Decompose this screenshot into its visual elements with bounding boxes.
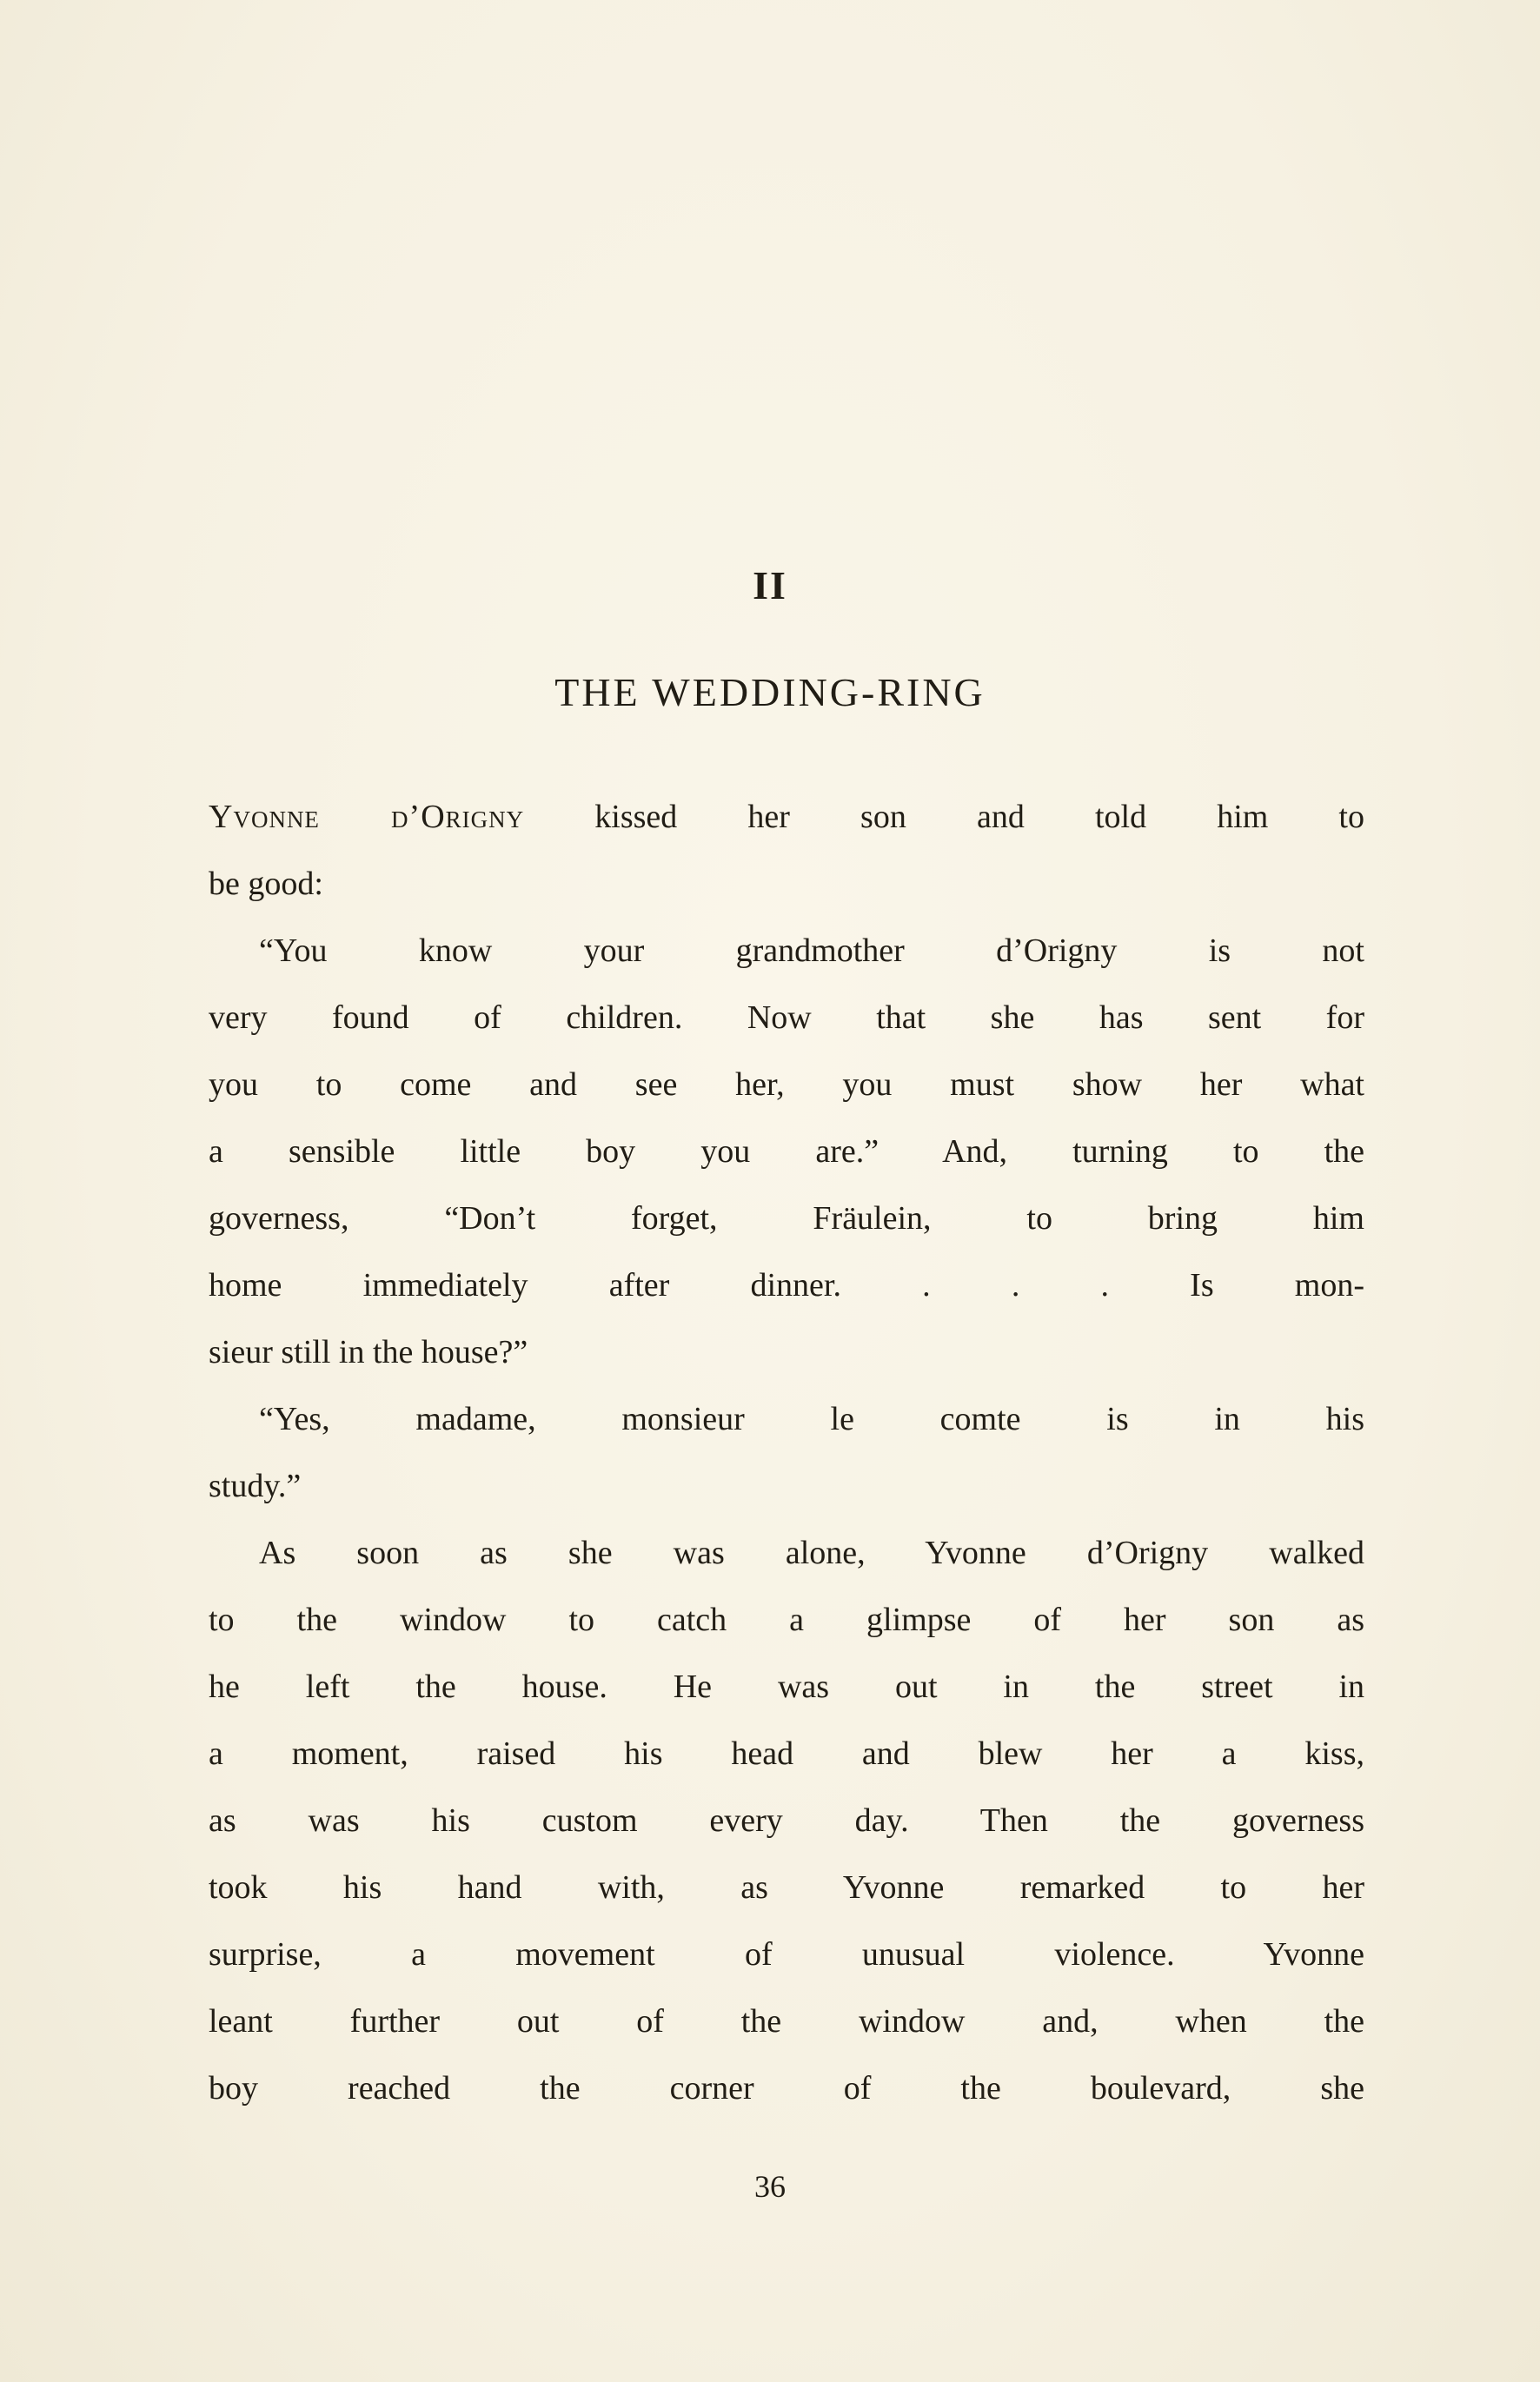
text-line: home immediately after dinner. . . . Is mon- xyxy=(209,1267,1364,1304)
text-line: “Yes, madame, monsieur le comte is in his xyxy=(259,1401,1364,1437)
paragraph xyxy=(209,918,1364,1386)
text-line xyxy=(209,784,1364,851)
text-line: very found of children. Now that she has sent for xyxy=(209,999,1364,1036)
smallcaps-name: Yvonne d’Origny xyxy=(209,799,525,835)
text-line: as was his custom every day. Then the governess xyxy=(209,1802,1364,1839)
text-line: governess, “Don’t forget, Fräulein, to bring him xyxy=(209,1200,1364,1237)
text-segment: kissed her son and told him to xyxy=(524,799,1364,835)
chapter-number: II xyxy=(753,563,787,607)
chapter-title: THE WEDDING-RING xyxy=(554,670,986,714)
text-line: “You know your grandmother d’Origny is not xyxy=(259,932,1364,969)
text-line: boy reached the corner of the boulevard, she xyxy=(209,2070,1364,2107)
paragraph xyxy=(209,784,1364,918)
text-line: you to come and see her, you must show her what xyxy=(209,1066,1364,1103)
page-number: 36 xyxy=(754,2169,786,2204)
text-line: a sensible little boy you are.” And, turning to the xyxy=(209,1133,1364,1170)
text-line: leant further out of the window and, when the xyxy=(209,2003,1364,2040)
text-line: study.” xyxy=(209,1468,302,1504)
text-line: As soon as she was alone, Yvonne d’Origny walked xyxy=(259,1535,1364,1571)
text-line: be good: xyxy=(209,866,323,902)
text-line: to the window to catch a glimpse of her son as xyxy=(209,1602,1364,1638)
text-line: surprise, a movement of unusual violence. Yvonne xyxy=(209,1936,1364,1973)
text-line: sieur still in the house?” xyxy=(209,1334,528,1370)
text-block xyxy=(209,784,1364,2122)
paragraph xyxy=(209,1520,1364,2122)
paragraph xyxy=(209,1386,1364,1520)
text-line: took his hand with, as Yvonne remarked to her xyxy=(209,1869,1364,1906)
text-line: a moment, raised his head and blew her a kiss, xyxy=(209,1735,1364,1772)
text-line: he left the house. He was out in the street in xyxy=(209,1669,1364,1705)
